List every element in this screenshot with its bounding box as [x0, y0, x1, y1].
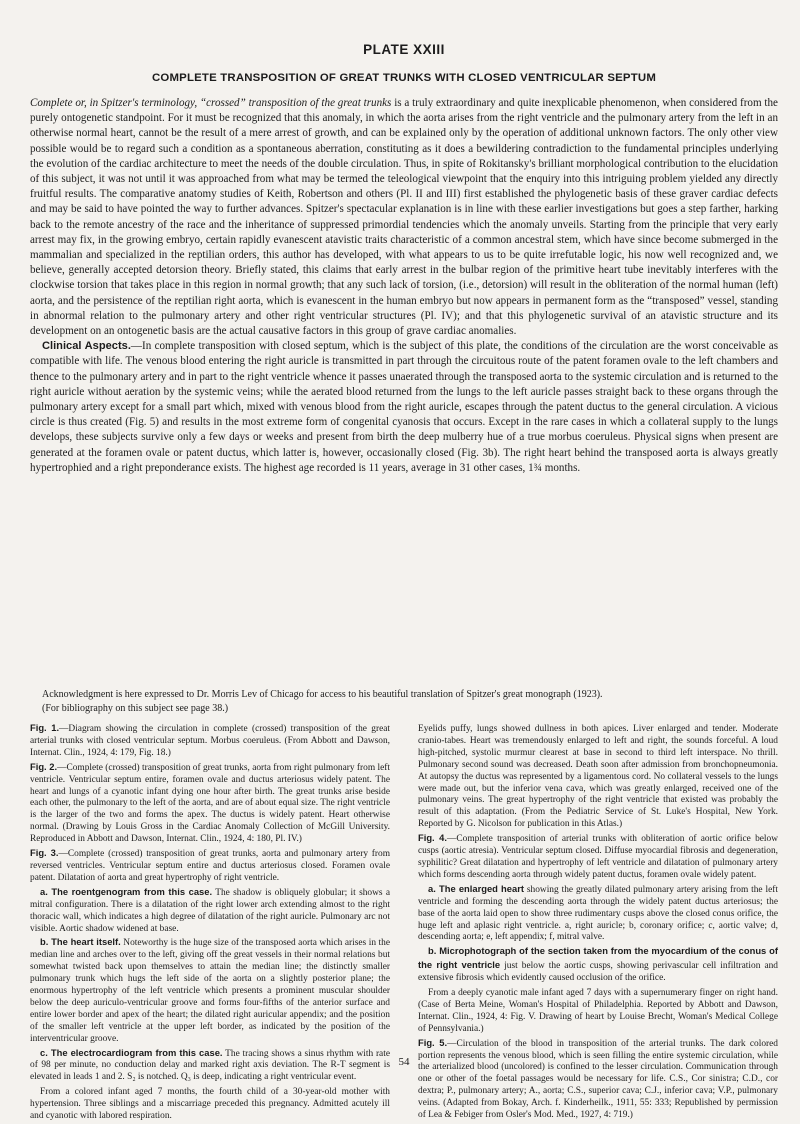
- caption-text: just below the aortic cusps, showing perivascular cell infiltration and extensive fibrosis which evidently caused occlusion of the orifice.: [418, 961, 778, 984]
- caption-text: The tracing shows a sinus rhythm with rate of 98 per minute, no conduction delay and marked right axis deviation. The R-T segment is elevated in leads 1 and 2. S₂ is notched. Q₃ is deep, indicating a right ventricular event.: [30, 1048, 390, 1083]
- caption-text: —Circulation of the blood in transposition of the arterial trunks. The dark colored portion represents the venous blood, which is seen filling the entire systemic circulation, while the arterialized blood (uncolored) is confined to the lesser circulation. Communication through one or other of the foetal passages would be necessary for life. C.S., Cor sinistra; C.D., cor dextra; P., pulmonary artery; A., aorta; C.S., superior cava; C.J., inferior cava; V.P., pulmonary veins. (Adapted from Bokay, Arch. f. Kinderheilk., 1911, 55: 333; Republished by permission of Lea & Febiger from Osler's Mod. Med., 1927, 4: 719.): [418, 1038, 778, 1121]
- caption-text: —Complete transposition of arterial trunks with obliteration of aortic orifice below cusps (aortic atresia). Ventricular septum closed. Diffuse myocardial fibrosis and degeneration, syphilitic? Great dilatation and hypertrophy of left ventricle and dilatation of pulmonary artery which forms descending aorta through widely patent ductus, foramen ovale widely patent.: [418, 834, 778, 880]
- plate-label: PLATE XXIII: [363, 42, 445, 57]
- caption-text: —Complete (crossed) transposition of great trunks, aorta from right pulmonary from left ventricle. Ventricular septum entire, foramen ovale and ductus arteriosus widely patent. The heart and lungs of a cyanotic infant dying one hour after birth. The great trunks arise beside each other, the pulmonary to the left of the aorta, and are of about equal size. The right ventricle is the larger of the two and forms the apex. The ductus is widely patent. Heart otherwise normal. (Drawing by Louis Gross in the Cardiac Anomaly Collection of McGill University. Reproduced in Abbott and Dawson, Internat. Clin., 1924, 4: 180, Pl. IV.): [30, 762, 390, 845]
- caption-paragraph: [418, 1037, 778, 1122]
- caption-paragraph: [30, 847, 390, 885]
- acknowledgment: Acknowledgment is here expressed to Dr. Morris Lev of Chicago for access to his beautiful translation of Spitzer's great monograph (1923).: [42, 689, 603, 700]
- clinical-text: —In complete transposition with closed septum, which is the subject of this plate, the conditions of the circulation are the worst conceivable as compatible with life. The venous blood entering the right auricle is transmitted in part through the circuitous route of the patent foramen ovale to the left chambers and thence to the pulmonary artery and in part to the right ventricle whence it passes unaerated through the transposed aorta to the systemic circulation and is returned to the right auricle without aeration by the systemic veins; while the aerated blood returned from the lungs to the left auricle passes straight back to these organs through the pulmonary artery except for a small part which, mixed with venous blood from the right auricle, escapes through the patent ductus to the general circulation. A vicious circle is thus created (Fig. 5) and results in the most extreme form of congenital cyanosis that occurs. Except in the rare cases in which a collateral supply to the lungs develops, these subjects survive only a few days or weeks and present from birth the deep mulberry hue of a true morbus coeruleus. Physical signs when present are generated at the foramen ovale or patent ductus, which latter is, however, occasionally closed (Fig. 3b). The right heart behind the transposed aorta is always greatly hypertrophied and a right preponderance exists. The highest age recorded is 11 years, average in 31 other cases, 1¾ months.: [30, 340, 779, 474]
- caption-label: Fig. 3.: [30, 847, 59, 859]
- clinical-heading: Clinical Aspects.: [42, 340, 131, 353]
- main-text: [30, 96, 778, 476]
- caption-label: Fig. 5.: [418, 1036, 448, 1048]
- caption-paragraph: [30, 886, 390, 936]
- caption-text: showing the greatly dilated pulmonary artery arising from the left ventricle and forming the descending aorta through the widely patent ductus arteriosus; the base of the aorta laid open to show three rudimentary cusps above the closed conus orifice, the huge left and aplasic right ventricle. a, right auricle; b, coronary orifice; c, aortic valve; d, descending aorta; e, left appendix; f, mitral valve.: [418, 884, 778, 943]
- acknowledgment-block: [30, 688, 778, 715]
- caption-paragraph: [418, 832, 778, 882]
- caption-text: —Complete (crossed) transposition of great trunks, aorta and pulmonary artery from reversed ventricles. Ventricular septum entire and ductus arteriosus closed. Foramen ovale patent. Dilatation of aorta and great hypertrophy of right ventricle.: [30, 849, 390, 883]
- bibliography-note: (For bibliography on this subject see page 38.): [42, 702, 229, 714]
- caption-paragraph: [418, 883, 778, 945]
- caption-label: a. The enlarged heart: [428, 882, 524, 894]
- caption-paragraph: [418, 945, 778, 985]
- intro-text: is a truly extraordinary and quite inexplicable phenomenon, when considered from the purely ontogenetic standpoint. For it must be recognized that this anomaly, in which the aorta arises from the right ventricle and the pulmonary artery from the left in an otherwise normal heart, cannot be the result of a mere arrest of growth, and can be explained only by the operation of additional unknown factors. The only other view possible would be to regard such a condition as a spontaneous aberration, constituting as it does a bewildering contradiction to the fundamental principles underlying the evolution of the cardiac architecture to meet the needs of the double circulation. Thus, in spite of Rokitansky's brilliant morphological contribution to the elucidation of this subject, it was not until it was approached from what may be termed the teleological viewpoint that the enquiry into this intriguing problem yielded any directly fruitful results. The comparative anatomy studies of Keith, Robertson and others (Pl. II and III) first established the phylogenetic basis of these graver cardiac defects and may be said to have pointed the way to further advances. Spitzer's spectacular explanation is in line with these earlier investigations but goes a step farther, harking back to the remote ancestry of the race and the inheritance of suppressed primordial tendencies which the anomaly unveils. Starting from the principle that very early arrest may fix, in the growing embryo, certain rapidly evanescent atavistic traits characteristic of a common ancestral stem, which have since become submerged in the mammalian and specialized in the reptilian orders, this author has developed, with what appears to us to be quite irrefutable logic, his now well recognized and, we believe, generally accepted detorsion theory. Briefly stated, this claims that early arrest in the bulbar region of the primitive heart tube inevitably interferes with the clockwise torsion that takes place in this region in normal growth; that any such lack of torsion, (i.e., detorsion) will result in the obliteration of the normal human (left) aorta, and the persistence of the reptilian right aorta, which is evanescent in the human embryo but now appears in permanent form as the “transposed” vessel, standing in abnormal relation to the pulmonary artery and other right ventricular structures (Pl. IV); and that this phylogenetic survival of an atavistic structure and its development on an ontogenetic basis are the actual causative factors in this group of grave cardiac anomalies.: [30, 97, 778, 338]
- caption-text: From a deeply cyanotic male infant aged 7 days with a supernumerary finger on right hand. (Case of Berta Meine, Woman's Hospital of Philadelphia. Reported by Abbott and Dawson, Internat. Clin., 1924, 4: Fig. V. Drawing of heart by Louise Brecht, Woman's Medical College of Pennsylvania.): [418, 988, 778, 1034]
- clinical-paragraph: [30, 339, 778, 476]
- caption-label: Fig. 1.: [30, 722, 60, 733]
- caption-paragraph: [418, 986, 778, 1036]
- page-title: COMPLETE TRANSPOSITION OF GREAT TRUNKS WITH CLOSED VENTRICULAR SEPTUM: [151, 72, 657, 84]
- caption-text: From a colored infant aged 7 months, the fourth child of a 30-year-old mother with hypertension. Three siblings and a miscarriage preceded this pregnancy. Admitted acutely ill and cyanotic with labored respiration.: [30, 1087, 390, 1122]
- intro-lead: Complete or, in Spitzer's terminology, “crossed” transposition of the great trunks: [30, 97, 392, 109]
- caption-text: —Diagram showing the circulation in complete (crossed) transposition of the great arterial trunks with closed ventricular septum. Morbus coeruleus. (From Abbott and Dawson, Internat. Clin., 1924, 4: 179, Fig. 18.): [30, 724, 390, 758]
- caption-label: b. The heart itself.: [40, 936, 121, 948]
- caption-text: The shadow is obliquely globular; it shows a mitral configuration. There is a dilatation of the right lower arch extending almost to the right thoracic wall, which indicates a high degree of dilatation of the right auricle. Pulmonary arc not visible. Aortic shadow widened at base.: [30, 887, 390, 934]
- caption-label: Fig. 4.: [418, 832, 447, 844]
- caption-label: a. The roentgenogram from this case.: [40, 885, 213, 897]
- caption-text: Noteworthy is the huge size of the transposed aorta which arises in the median line and arches over to the left, giving off the great vessels in their normal relations but somewhat twisted back upon themselves to attain the median line; the distinctly smaller pulmonary trunk which hugs the left side of the aorta on a slightly posterior plane; the enormous hypertrophy of the left ventricle which presents a prominent muscular shoulder below the deep auriculo-ventricular groove and forms four-fifths of the anterior surface and entire lower border and apex of the heart; the dilated right auricular appendix; and the position of the smaller left ventricle at the upper left border, as indicated by the position of the interventricular groove.: [30, 938, 390, 1044]
- caption-label: Fig. 2.: [30, 760, 58, 772]
- page: [30, 0, 779, 1122]
- caption-text: Eyelids puffy, lungs showed dullness in both apices. Liver enlarged and tender. Moderate cranio-tabes. Heart was tremendously enlarged to left and right, the sounds forceful. A loud high-pitched, systolic murmur clearest at base in second to third left interspace. No thrill. Pulmonary second sound was decreased. Death soon after admission from bronchopneumonia. At autopsy the ductus was represented by a ligamentous cord. No collateral vessels to the lungs were made out, but the inferior vena cava, which was greatly enlarged, received one of the pulmonary veins. The great hypertrophy of the right ventricle that existed was probably the result of this adaptation. (From the Pediatric Service of St. Luke's Hospital, New York. Reported by G. Nicolson for publication in this Atlas.): [418, 724, 778, 830]
- caption-paragraph: [30, 936, 390, 1045]
- caption-paragraph: [30, 761, 390, 846]
- caption-label: c. The electrocardiogram from this case.: [40, 1046, 223, 1058]
- caption-paragraph: [418, 722, 778, 831]
- caption-label: b. Microphotograph of the section taken from the myocardium of the conus of the right ventricle: [418, 945, 778, 971]
- caption-paragraph: [30, 1085, 390, 1123]
- caption-paragraph: [30, 722, 390, 760]
- page-number: 54: [398, 1056, 410, 1068]
- intro-paragraph: [30, 96, 778, 339]
